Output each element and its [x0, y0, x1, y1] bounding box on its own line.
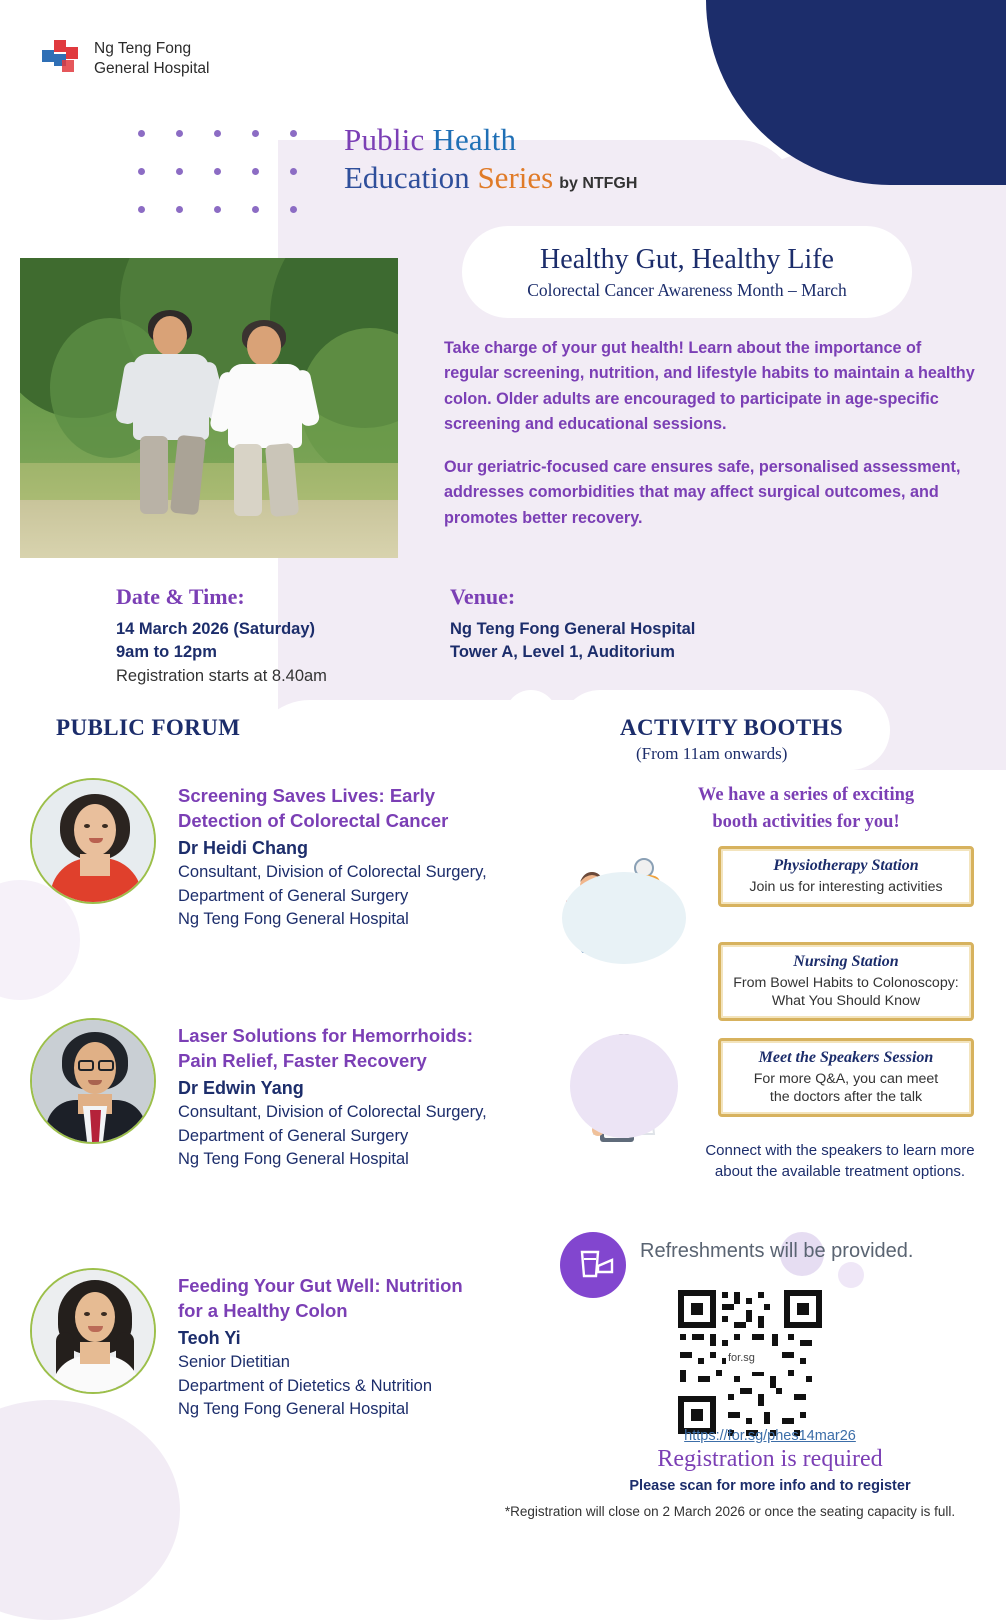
speaker-entry — [30, 778, 570, 931]
talk-title-line2: Pain Relief, Faster Recovery — [178, 1049, 427, 1071]
booths-note — [690, 1140, 990, 1183]
speaker-role-line1: Consultant, Division of Colorectal Surgery, — [178, 863, 487, 882]
talk-title-line1: Screening Saves Lives: Early — [178, 785, 436, 806]
event-description — [444, 336, 978, 549]
refreshments-icon — [560, 1232, 626, 1298]
speaker-info — [178, 1018, 487, 1171]
cross-logo-icon — [40, 38, 84, 80]
booths-intro — [610, 782, 1002, 836]
booth-card-text-1: From Bowel Habits to Colonoscopy: — [733, 975, 959, 991]
section-heading-public-forum: PUBLIC FORUM — [56, 715, 241, 740]
series-banner — [344, 122, 637, 196]
speaker-role-line1: Consultant, Division of Colorectal Surgery, — [178, 1103, 487, 1122]
background-circle-small — [505, 690, 557, 742]
booth-card-title: Nursing Station — [793, 953, 899, 970]
date-time-block — [116, 584, 327, 688]
booth-card-title: Physiotherapy Station — [773, 857, 919, 874]
speaker-role-line2: Department of General Surgery — [178, 886, 409, 905]
booths-intro-line2: booth activities for you! — [712, 811, 900, 832]
talk-title-line1: Laser Solutions for Hemorrhoids: — [178, 1025, 474, 1046]
event-time: 9am to 12pm — [116, 643, 217, 662]
avatar — [30, 1018, 156, 1144]
hospital-name-line2: General Hospital — [94, 60, 210, 77]
speaker-role-line3: Ng Teng Fong General Hospital — [178, 1399, 409, 1418]
speaker-talk-title — [178, 1274, 463, 1324]
kids-exercise-illustration — [556, 856, 696, 966]
scan-instruction: Please scan for more info and to register — [629, 1478, 911, 1494]
booth-card-meet-speakers — [718, 1038, 974, 1117]
series-word-health: Health — [432, 122, 517, 157]
registration-required-text: Registration is required — [657, 1446, 883, 1472]
booth-card-title: Meet the Speakers Session — [758, 1049, 934, 1066]
speaker-entry — [30, 1268, 570, 1421]
speaker-role-line3: Ng Teng Fong General Hospital — [178, 1149, 409, 1168]
venue-heading: Venue: — [450, 584, 516, 609]
booth-card-text-2: the doctors after the talk — [769, 1089, 923, 1106]
booth-card-text-1: For more Q&A, you can meet — [753, 1071, 939, 1087]
talk-title-line2: for a Healthy Colon — [178, 1299, 348, 1321]
series-byline: by NTFGH — [559, 175, 638, 192]
speaker-role-line2: Department of General Surgery — [178, 1126, 409, 1145]
speaker-entry — [30, 1018, 570, 1171]
speaker-role-line3: Ng Teng Fong General Hospital — [178, 909, 409, 928]
speaker-role-line2: Department of Dietetics & Nutrition — [178, 1376, 433, 1395]
registration-url[interactable]: https://for.sg/phes14mar26 — [684, 1428, 856, 1444]
booths-note-line1: Connect with the speakers to learn more — [705, 1142, 975, 1159]
avatar — [30, 778, 156, 904]
speaker-info — [178, 1268, 463, 1421]
booths-note-line2: about the available treatment options. — [714, 1163, 966, 1181]
decorative-dots — [138, 122, 338, 222]
speaker-talk-title — [178, 784, 487, 834]
booth-card-physiotherapy — [718, 846, 974, 907]
hospital-logo — [40, 38, 209, 80]
talk-title-line2: Detection of Colorectal Cancer — [178, 809, 449, 831]
event-date: 14 March 2026 (Saturday) — [116, 620, 316, 638]
page-subtitle: Colorectal Cancer Awareness Month – March — [527, 279, 847, 300]
speaker-info — [178, 778, 487, 931]
avatar — [30, 1268, 156, 1394]
booth-card-text-1: Join us for interesting activities — [749, 879, 943, 895]
activity-booths-subtext: (From 11am onwards) — [636, 744, 788, 763]
booths-intro-line1: We have a series of exciting — [697, 785, 915, 805]
speaker-name: Dr Edwin Yang — [178, 1077, 304, 1098]
speaker-talk-title — [178, 1024, 487, 1074]
doctor-illustration — [570, 1026, 680, 1146]
hero-photo-seniors-jogging — [20, 258, 398, 558]
venue-block — [450, 584, 695, 665]
description-paragraph-2: Our geriatric-focused care ensures safe, personalised assessment, addresses comorbidities that may affect surgical outcomes, and promotes better recovery. — [444, 458, 961, 527]
event-headline-card — [462, 226, 912, 318]
registration-qr-code[interactable] — [676, 1288, 824, 1436]
speaker-name: Teoh Yi — [178, 1327, 241, 1348]
description-paragraph-1: Take charge of your gut health! Learn about the importance of regular screening, nutrition, and lifestyle habits to maintain a healthy colon. Older adults are encouraged to participate in age-specific screening and educational sessions. — [444, 339, 975, 433]
speaker-name: Dr Heidi Chang — [178, 837, 309, 858]
booth-card-text-2: What You Should Know — [771, 993, 921, 1010]
speaker-role-line1: Senior Dietitian — [178, 1353, 290, 1372]
hospital-name-line1: Ng Teng Fong — [94, 40, 192, 58]
registration-time: Registration starts at 8.40am — [116, 666, 327, 685]
series-word-education: Education — [344, 160, 478, 195]
series-word-series: Series — [477, 160, 554, 195]
background-circle-purple-2 — [838, 1262, 864, 1288]
venue-line-1: Ng Teng Fong General Hospital — [450, 620, 696, 638]
talk-title-line1: Feeding Your Gut Well: Nutrition — [178, 1275, 463, 1296]
qr-center-label: for.sg — [728, 1352, 755, 1364]
refreshments-text: Refreshments will be provided. — [640, 1240, 914, 1262]
page-title: Healthy Gut, Healthy Life — [540, 243, 834, 275]
date-time-heading: Date & Time: — [116, 584, 245, 609]
series-word-public: Public — [344, 122, 433, 157]
section-heading-activity-booths: ACTIVITY BOOTHS — [620, 715, 844, 740]
hospital-logo-text — [94, 39, 209, 79]
venue-line-2: Tower A, Level 1, Auditorium — [450, 643, 675, 662]
registration-close-note: *Registration will close on 2 March 2026 or once the seating capacity is full. — [504, 1504, 956, 1519]
booth-card-nursing — [718, 942, 974, 1021]
